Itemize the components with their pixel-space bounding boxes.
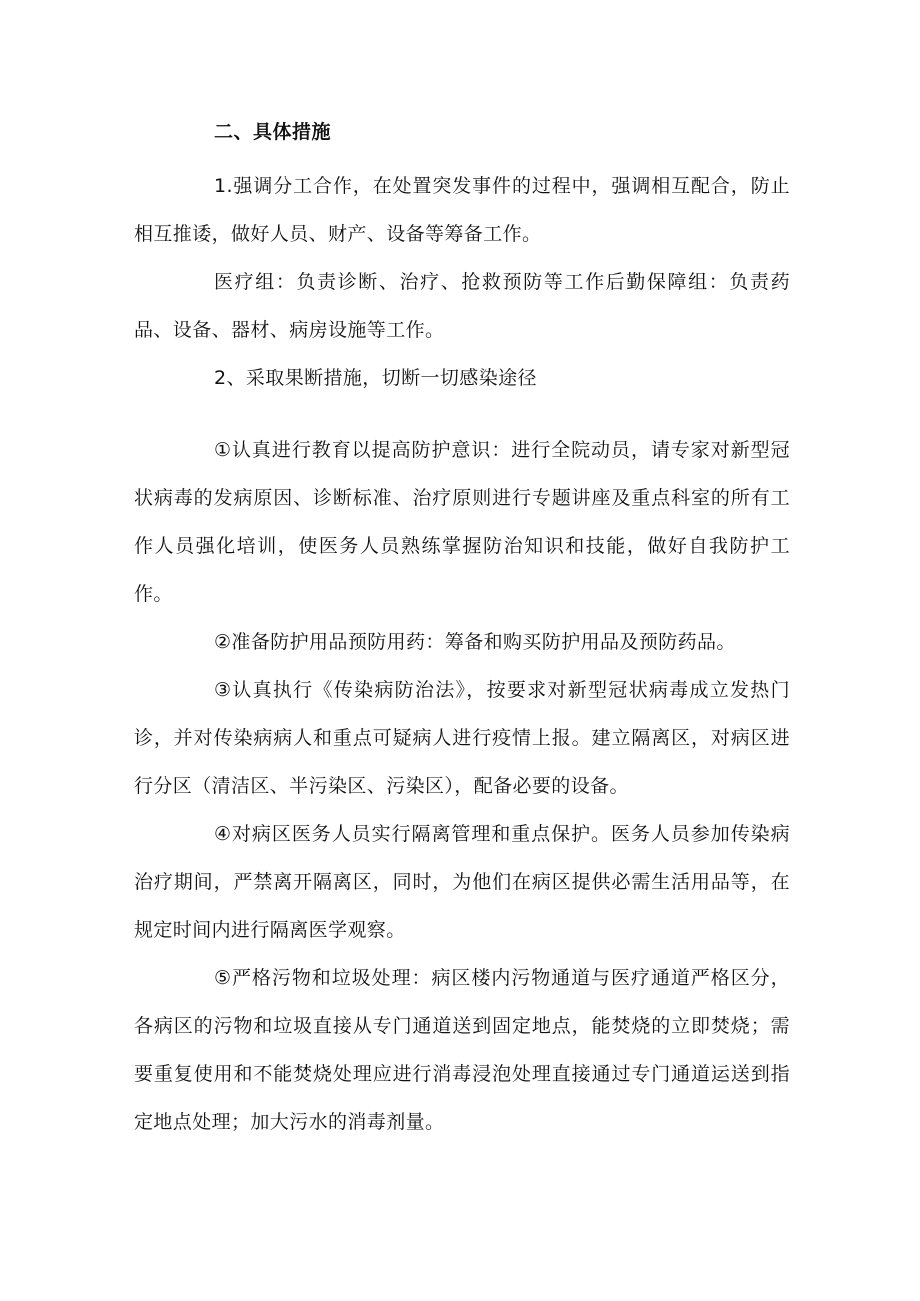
paragraph-division-of-labor: 1.强调分工合作，在处置突发事件的过程中，强调相互配合，防止相互推诿，做好人员、财产、设备等筹备工作。 (134, 175, 790, 245)
paragraph-medical-group: 医疗组：负责诊断、治疗、抢救预防等工作后勤保障组：负责药品、设备、器材、病房设施等工作。 (134, 271, 790, 341)
paragraph-isolation-management: ④对病区医务人员实行隔离管理和重点保护。医务人员参加传染病治疗期间，严禁离开隔离区，同时，为他们在病区提供必需生活用品等，在规定时间内进行隔离医学观察。 (134, 823, 790, 941)
document-body (134, 116, 790, 1146)
paragraph-waste-disposal: ⑤严格污物和垃圾处理：病区楼内污物通道与医疗通道严格区分，各病区的污物和垃圾直接从专门通道送到固定地点，能焚烧的立即焚烧；需要重复使用和不能焚烧处理应进行消毒浸泡处理直接通过专门通道运送到指定地点处理；加大污水的消毒剂量。 (134, 967, 790, 1133)
paragraph-education: ①认真进行教育以提高防护意识：进行全院动员，请专家对新型冠状病毒的发病原因、诊断标准、治疗原则进行专题讲座及重点科室的所有工作人员强化培训，使医务人员熟练掌握防治知识和技能，做好自我防护工作。 (134, 439, 790, 605)
paragraph-spacer (134, 402, 790, 426)
paragraph-decisive-measures: 2、采取果断措施，切断一切感染途径 (214, 367, 537, 389)
paragraph-infectious-disease-law: ③认真执行《传染病防治法》，按要求对新型冠状病毒成立发热门诊，并对传染病病人和重点可疑病人进行疫情上报。建立隔离区，对病区进行分区（清洁区、半污染区、污染区），配备必要的设备。 (134, 679, 790, 797)
paragraph-protective-supplies: ②准备防护用品预防用药：筹备和购买防护用品及预防药品。 (214, 631, 736, 653)
section-heading: 二、具体措施 (214, 121, 332, 143)
